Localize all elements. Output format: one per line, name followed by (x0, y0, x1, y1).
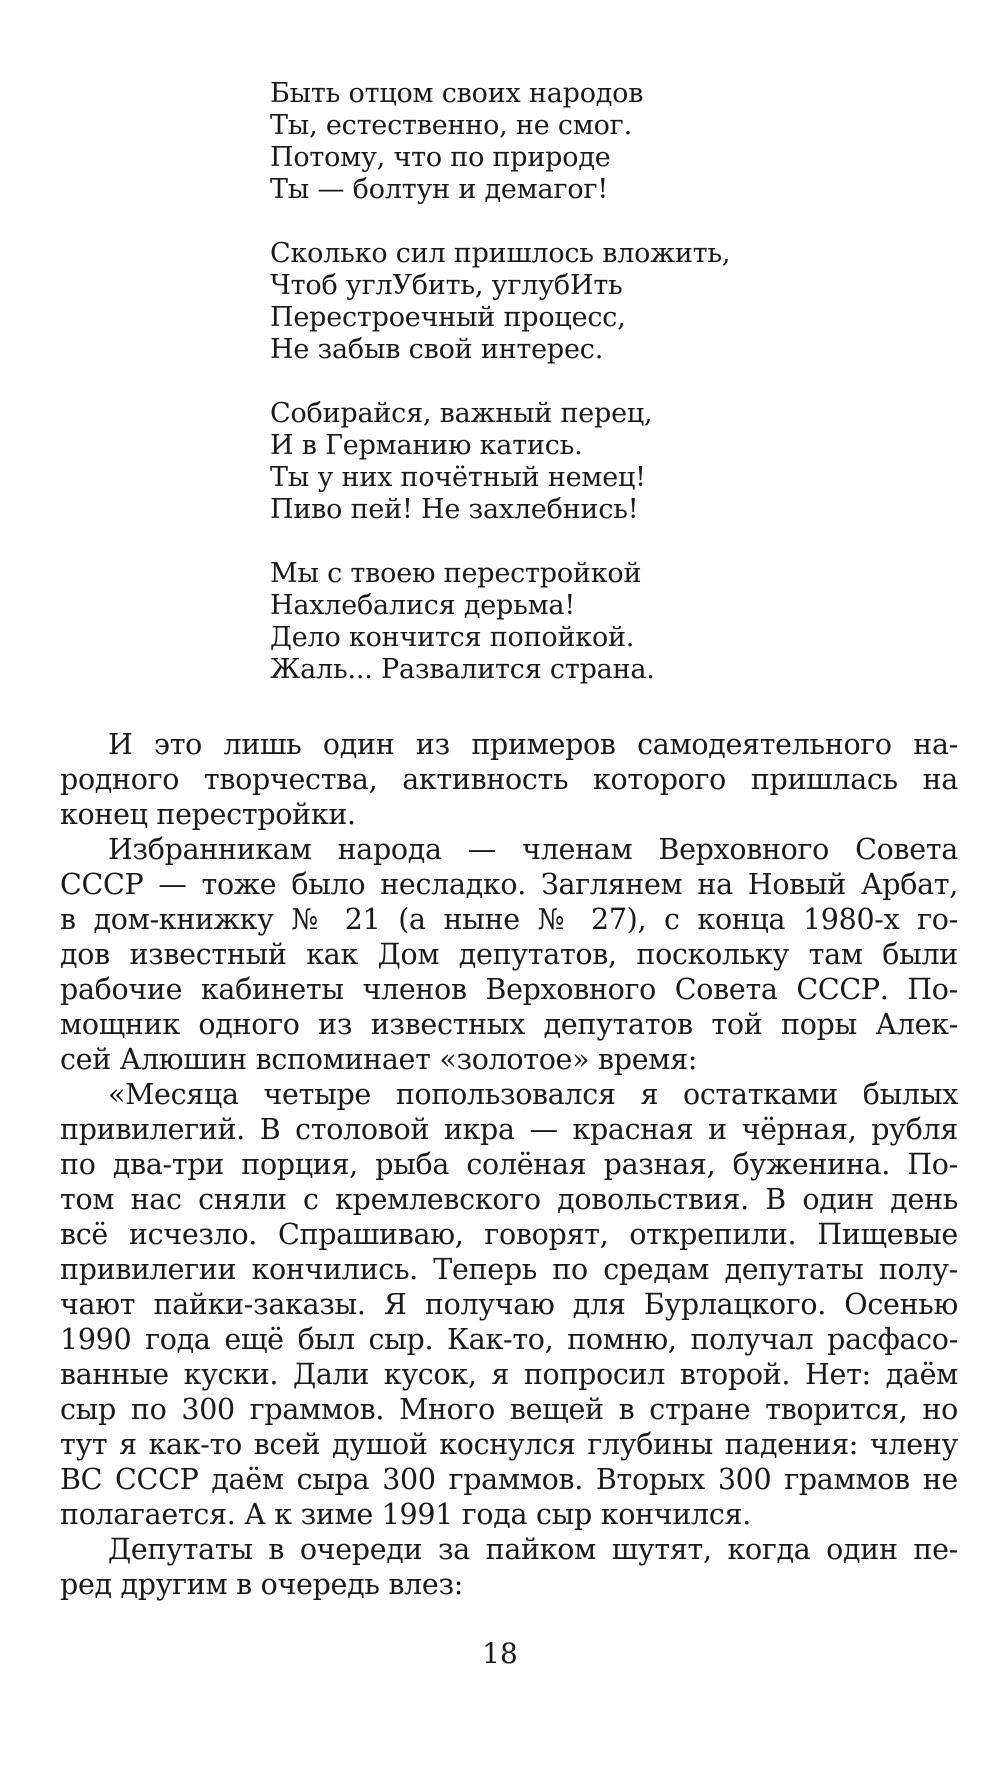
text-line: том нас сняли с кремлевского довольствия. В один день (60, 1183, 958, 1216)
poem-stanza (270, 78, 830, 206)
text-line: ВС СССР даём сыра 300 граммов. Вторых 300 граммов не (60, 1463, 958, 1496)
poem-line: Ты, естественно, не смог. (270, 110, 632, 141)
poem (270, 78, 830, 686)
text-line: в дом-книжку № 21 (а ныне № 27), с конца 1980-х го- (60, 903, 958, 936)
poem-line: Ты — болтун и демагог! (270, 174, 609, 205)
text-line: привилегии кончились. Теперь по средам депутаты полу- (60, 1253, 958, 1286)
text-line: 1990 года ещё был сыр. Как-то, помню, получал расфасо- (60, 1323, 958, 1356)
poem-stanza (270, 558, 830, 686)
text-line: «Месяца четыре попользовался я остатками былых (108, 1078, 958, 1111)
text-line: ред другим в очередь влез: (60, 1568, 464, 1601)
text-line: сыр по 300 граммов. Много вещей в стране творится, но (60, 1393, 958, 1426)
poem-line: Дело кончится попойкой. (270, 622, 635, 653)
poem-line: Ты у них почётный немец! (270, 462, 646, 493)
poem-line: Быть отцом своих народов (270, 78, 644, 109)
text-line: чают пайки-заказы. Я получаю для Бурлацкого. Осенью (60, 1288, 958, 1321)
poem-line: Мы с твоею перестройкой (270, 558, 642, 589)
poem-line: Не забыв свой интерес. (270, 334, 604, 365)
text-line: родного творчества, активность которого пришлась на (60, 763, 958, 796)
text-line: мощник одного из известных депутатов той поры Алек- (60, 1008, 958, 1041)
text-line: полагается. А к зиме 1991 года сыр кончился. (60, 1498, 751, 1531)
text-line: ванные куски. Дали кусок, я попросил второй. Нет: даём (60, 1358, 958, 1391)
poem-line: Пиво пей! Не захлебнись! (270, 494, 639, 525)
text-line: рабочие кабинеты членов Верховного Совета СССР. По- (60, 973, 958, 1006)
text-line: Избранникам народа — членам Верховного Совета (108, 833, 958, 866)
body-text (60, 727, 958, 1602)
poem-line: Собирайся, важный перец, (270, 398, 653, 429)
poem-line: Чтоб углУбить, углубИть (270, 270, 623, 301)
poem-stanza (270, 238, 830, 366)
text-line: СССР — тоже было несладко. Заглянем на Новый Арбат, (60, 868, 958, 901)
text-line: дов известный как Дом депутатов, поскольку там были (60, 938, 958, 971)
text-line: всё исчезло. Спрашиваю, говорят, открепили. Пищевые (60, 1218, 958, 1251)
poem-line: Сколько сил пришлось вложить, (270, 238, 731, 269)
text-line: привилегий. В столовой икра — красная и чёрная, рубля (60, 1113, 958, 1146)
poem-line: Нахлебалися дерьма! (270, 590, 575, 621)
poem-line: И в Германию катись. (270, 430, 583, 461)
text-line: сей Алюшин вспоминает «золотое» время: (60, 1043, 698, 1076)
poem-line: Перестроечный процесс, (270, 302, 626, 333)
poem-line: Жаль... Развалится страна. (270, 654, 655, 685)
text-line: И это лишь один из примеров самодеятельного на- (108, 728, 958, 761)
text-line: конец перестройки. (60, 798, 356, 831)
poem-stanza (270, 398, 830, 526)
text-line: тут я как-то всей душой коснулся глубины падения: члену (60, 1428, 958, 1461)
text-line: по два-три порция, рыба солёная разная, буженина. По- (60, 1148, 958, 1181)
poem-line: Потому, что по природе (270, 142, 611, 173)
text-line: Депутаты в очереди за пайком шутят, когда один пе- (108, 1533, 958, 1566)
page-number: 18 (482, 1637, 518, 1670)
